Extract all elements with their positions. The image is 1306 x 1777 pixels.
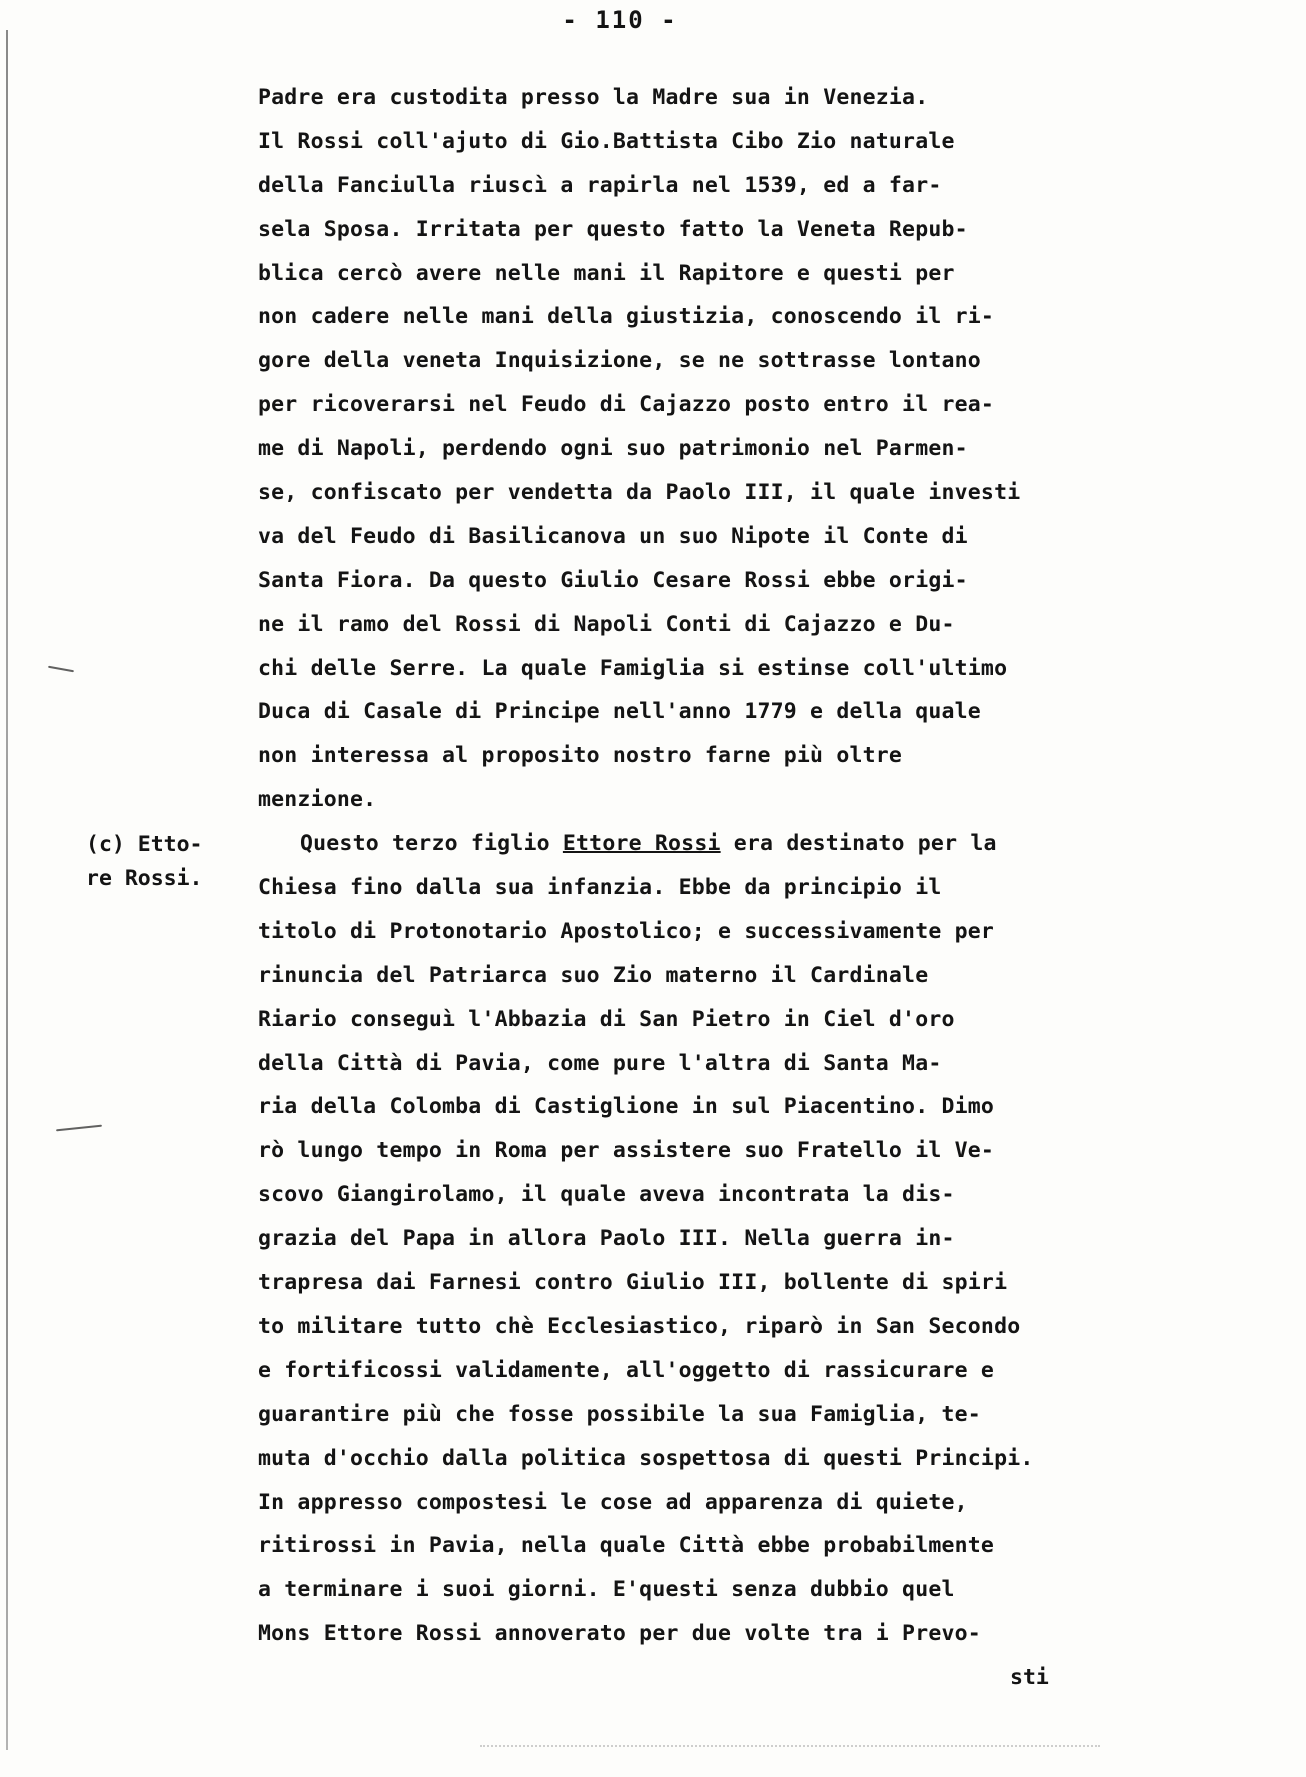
text-line: sela Sposa. Irritata per questo fatto la Veneta Repub-	[258, 216, 968, 242]
text-line: menzione.	[258, 787, 377, 813]
text-line: non interessa al proposito nostro farne più oltre	[258, 743, 903, 769]
text-line: Chiesa fino dalla sua infanzia. Ebbe da principio il	[258, 875, 942, 901]
text-line: grazia del Papa in allora Paolo III. Nella guerra in-	[258, 1226, 955, 1252]
scan-bottom-edge	[480, 1745, 1100, 1747]
catchword: sti	[1010, 1665, 1049, 1690]
text-line: ritirossi in Pavia, nella quale Città ebbe probabilmente	[258, 1533, 995, 1559]
text-line: chi delle Serre. La quale Famiglia si estinse coll'ultimo	[258, 655, 1008, 681]
text-line: titolo di Protonotario Apostolico; e successivamente per	[258, 918, 995, 944]
text-line: ria della Colomba di Castiglione in sul Piacentino. Dimo	[258, 1094, 995, 1120]
text-line: a terminare i suoi giorni. E'questi senza dubbio quel	[258, 1577, 955, 1603]
margin-pencil-mark	[48, 666, 74, 672]
text-line: muta d'occhio dalla politica sospettosa di questi Principi.	[258, 1445, 1034, 1471]
text-line: Riario conseguì l'Abbazia di San Pietro in Ciel d'oro	[258, 1006, 955, 1032]
text-line: e fortificossi validamente, all'oggetto di rassicurare e	[258, 1357, 995, 1383]
text-line: trapresa dai Farnesi contro Giulio III, bollente di spiri	[258, 1270, 1008, 1296]
text-line: Padre era custodita presso la Madre sua in Venezia.	[258, 85, 929, 110]
text-line: rò lungo tempo in Roma per assistere suo Fratello il Ve-	[258, 1138, 995, 1164]
margin-note	[86, 828, 246, 896]
text-line: me di Napoli, perdendo ogni suo patrimonio nel Parmen-	[258, 436, 968, 462]
text-line: to militare tutto chè Ecclesiastico, riparò in San Secondo	[258, 1313, 1021, 1339]
text-line: non cadere nelle mani della giustizia, conoscendo il ri-	[258, 304, 995, 330]
text-line: gore della veneta Inquisizione, se ne sottrasse lontano	[258, 348, 981, 374]
text-line: Duca di Casale di Principe nell'anno 1779 e della quale	[258, 699, 981, 725]
text-line: della Città di Pavia, come pure l'altra di Santa Ma-	[258, 1050, 942, 1076]
margin-pencil-mark	[56, 1125, 102, 1132]
text-line: Il Rossi coll'ajuto di Gio.Battista Cibo Zio naturale	[258, 128, 955, 154]
scan-edge-rule	[6, 30, 8, 1750]
page-number: - 110 -	[562, 6, 678, 34]
underlined-name: Ettore Rossi	[562, 831, 721, 857]
text-line: Mons Ettore Rossi annoverato per due volte tra i Prevo-	[258, 1621, 981, 1647]
text-line: Santa Fiora. Da questo Giulio Cesare Rossi ebbe origi-	[258, 567, 968, 593]
text-line: per ricoverarsi nel Feudo di Cajazzo posto entro il rea-	[258, 392, 995, 418]
body-text	[258, 76, 1258, 1656]
text-line: se, confiscato per vendetta da Paolo III, il quale investi	[258, 480, 1021, 506]
text-line: della Fanciulla riuscì a rapirla nel 1539, ed a far-	[258, 172, 942, 198]
text-line: In appresso compostesi le cose ad apparenza di quiete,	[258, 1489, 968, 1515]
text-line: rinuncia del Patriarca suo Zio materno il Cardinale	[258, 962, 929, 988]
margin-note-line: (c) Etto-	[86, 832, 203, 857]
text-line: va del Feudo di Basilicanova un suo Nipote il Conte di	[258, 523, 968, 549]
paragraph-start-line: Questo terzo figlio Ettore Rossi era destinato per la	[300, 831, 997, 857]
margin-note-line: re Rossi.	[86, 866, 203, 891]
text-line: ne il ramo del Rossi di Napoli Conti di Cajazzo e Du-	[258, 611, 955, 637]
text-line: guarantire più che fosse possibile la sua Famiglia, te-	[258, 1401, 981, 1427]
text-line: blica cercò avere nelle mani il Rapitore e questi per	[258, 260, 955, 286]
text-line: scovo Giangirolamo, il quale aveva incontrata la dis-	[258, 1182, 955, 1208]
